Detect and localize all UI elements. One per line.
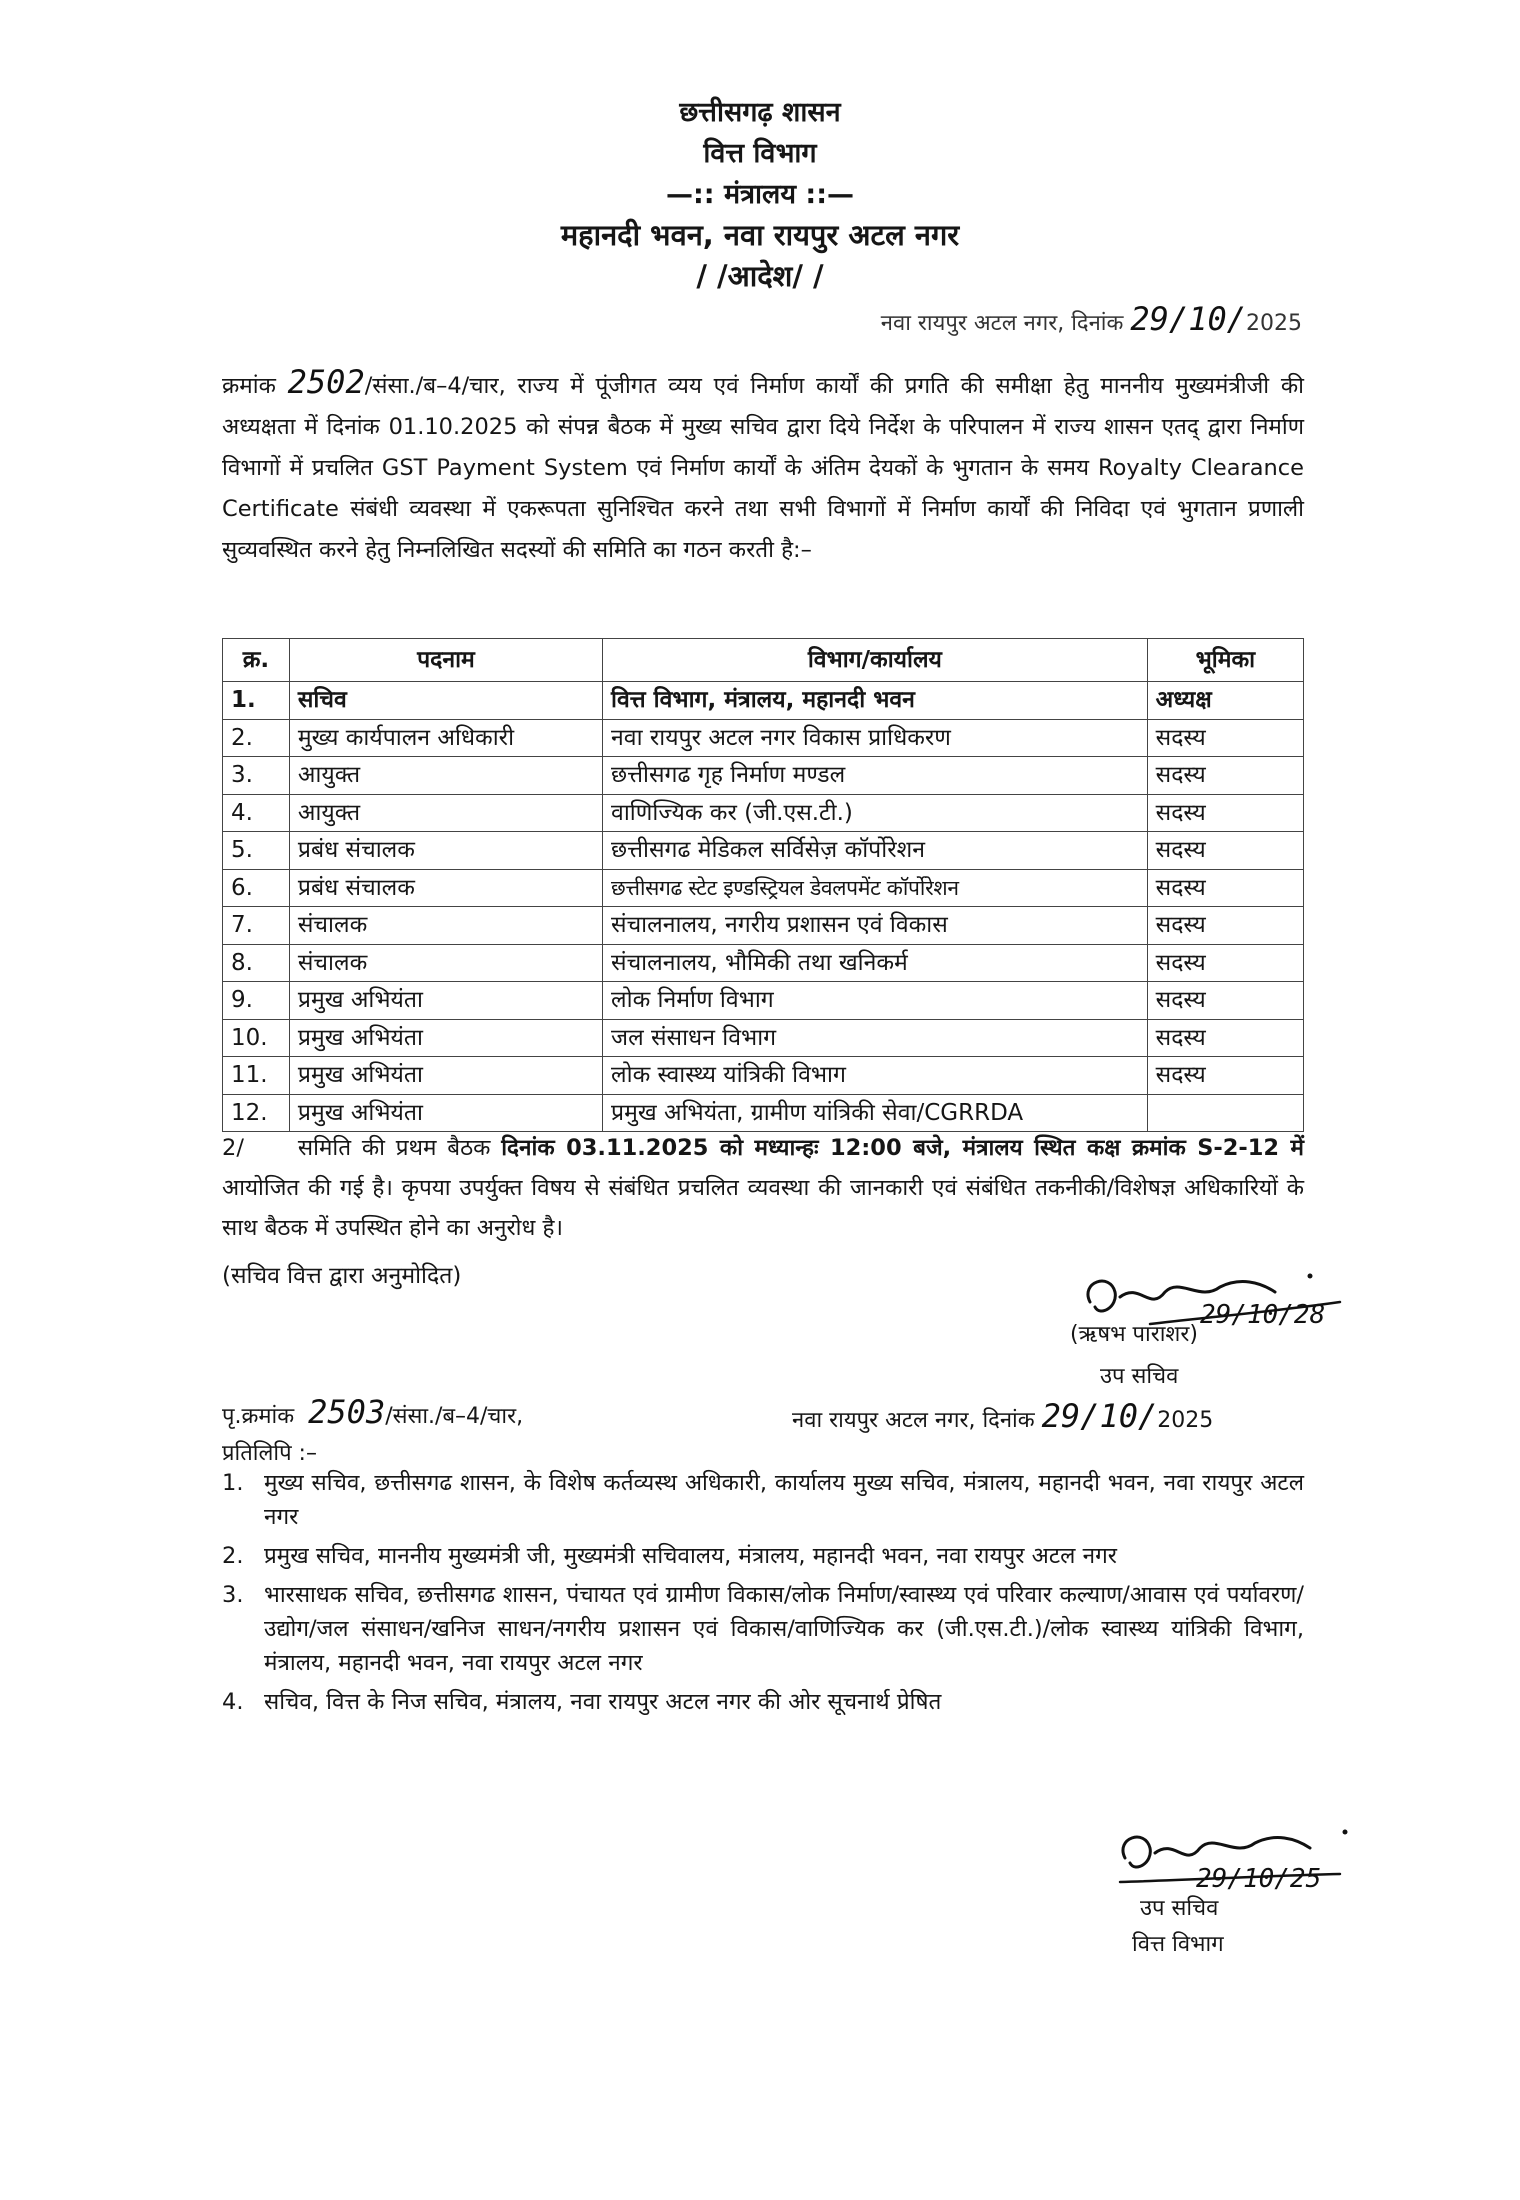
dateline <box>881 300 1302 338</box>
order-handwritten-number: 2502 <box>287 363 365 401</box>
cell-serial: 11. <box>223 1057 290 1095</box>
table-row <box>223 869 1304 907</box>
endorsement-year: 2025 <box>1157 1408 1214 1433</box>
list-item <box>222 1578 1304 1680</box>
cell-department: संचालनालय, नगरीय प्रशासन एवं विकास <box>603 907 1148 945</box>
cell-designation: संचालक <box>289 907 602 945</box>
cell-serial: 7. <box>223 907 290 945</box>
cell-designation: सचिव <box>289 682 602 720</box>
endorsement-handwritten-number: 2503 <box>308 1393 386 1431</box>
cell-department: नवा रायपुर अटल नगर विकास प्राधिकरण <box>603 719 1148 757</box>
cell-role <box>1147 1094 1303 1132</box>
list-item-number: 2. <box>222 1543 244 1569</box>
endorsement-place: नवा रायपुर अटल नगर, दिनांक <box>792 1408 1035 1433</box>
cell-role: सदस्य <box>1147 982 1303 1020</box>
cell-serial: 5. <box>223 832 290 870</box>
meeting-text-request: आयोजित की गई है। कृपया उपर्युक्त विषय से संबंधित प्रचलित व्यवस्था की जानकारी एवं संबंधित तकनीकी/विशेषज्ञ अधिकारियों के साथ बैठक में उपस्थित होने का अनुरोध है। <box>222 1175 1304 1241</box>
signature-date: 29/10/28 <box>1200 1300 1326 1330</box>
order-body: राज्य में पूंजीगत व्यय एवं निर्माण कार्यों की प्रगति की समीक्षा हेतु माननीय मुख्यमंत्रीजी की अध्यक्षता में दिनांक 01.10.2025 को संपन्न बैठक में मुख्य सचिव द्वारा दिये निर्देश के परिपालन में राज्य शासन एतद् द्वारा निर्माण विभागों में प्रचलित GST Payment System एवं निर्माण कार्यों के अंतिम देयकों के भुगतान के समय Royalty Clearance Certificate संबंधी व्यवस्था में एकरूपता सुनिश्चित करने तथा सभी विभागों में निर्माण कार्यों की निविदा एवं भुगतान प्रणाली सुव्यवस्थित करने हेतु निम्नलिखित सदस्यों की समिति का गठन करती है:– <box>222 373 1305 563</box>
order-paragraph <box>222 362 1304 571</box>
table-row <box>223 757 1304 795</box>
cell-department: जल संसाधन विभाग <box>603 1019 1148 1057</box>
cell-role: सदस्य <box>1147 832 1303 870</box>
cell-role: सदस्य <box>1147 1019 1303 1057</box>
signatory-designation: उप सचिव <box>1100 1364 1179 1389</box>
list-item-text: प्रमुख सचिव, माननीय मुख्यमंत्री जी, मुख्यमंत्री सचिवालय, मंत्रालय, महानदी भवन, नवा रायपुर अटल नगर <box>264 1543 1117 1569</box>
cell-serial: 12. <box>223 1094 290 1132</box>
list-item-number: 4. <box>222 1689 244 1715</box>
order-prefix: क्रमांक <box>222 373 276 399</box>
table-row <box>223 832 1304 870</box>
col-header-designation: पदनाम <box>289 639 602 682</box>
table-row <box>223 1057 1304 1095</box>
endorsement-number-line <box>222 1393 523 1431</box>
department-name: वित्त विभाग <box>703 138 817 169</box>
letterhead <box>0 92 1520 297</box>
cell-designation: प्रमुख अभियंता <box>289 1019 602 1057</box>
col-header-serial: क्र. <box>223 639 290 682</box>
col-header-department: विभाग/कार्यालय <box>603 639 1148 682</box>
cell-role: सदस्य <box>1147 719 1303 757</box>
table-row <box>223 1094 1304 1132</box>
cell-department: लोक निर्माण विभाग <box>603 982 1148 1020</box>
cell-serial: 6. <box>223 869 290 907</box>
dateline-place: नवा रायपुर अटल नगर, दिनांक <box>880 311 1124 336</box>
order-heading: / /आदेश/ / <box>696 259 824 293</box>
table-row <box>223 719 1304 757</box>
cell-designation: प्रमुख अभियंता <box>289 1057 602 1095</box>
cell-department: संचालनालय, भौमिकी तथा खनिकर्म <box>603 944 1148 982</box>
meeting-text-intro: समिति की प्रथम बैठक <box>297 1135 491 1161</box>
cell-serial: 3. <box>223 757 290 795</box>
list-item <box>222 1539 1304 1573</box>
list-item-number: 3. <box>222 1582 244 1608</box>
cell-designation: आयुक्त <box>289 757 602 795</box>
cell-serial: 8. <box>223 944 290 982</box>
signatory-2-designation: उप सचिव <box>1140 1896 1219 1921</box>
cell-department: प्रमुख अभियंता, ग्रामीण यांत्रिकी सेवा/CGRRDA <box>603 1094 1148 1132</box>
list-item <box>222 1466 1304 1534</box>
signatory-name: (ऋषभ पाराशर) <box>1070 1322 1198 1347</box>
cell-role: सदस्य <box>1147 1057 1303 1095</box>
cell-designation: प्रमुख अभियंता <box>289 1094 602 1132</box>
list-item-number: 1. <box>222 1470 244 1496</box>
government-name: छत्तीसगढ़ शासन <box>679 97 841 128</box>
list-item-text: मुख्य सचिव, छत्तीसगढ शासन, के विशेष कर्तव्यस्थ अधिकारी, कार्यालय मुख्य सचिव, मंत्रालय, महानदी भवन, नवा रायपुर अटल नगर <box>264 1470 1304 1530</box>
list-item <box>222 1685 1304 1719</box>
dateline-handwritten-date: 29/10/ <box>1130 300 1246 338</box>
cell-designation: प्रमुख अभियंता <box>289 982 602 1020</box>
list-item-text: भारसाधक सचिव, छत्तीसगढ शासन, पंचायत एवं ग्रामीण विकास/लोक निर्माण/स्वास्थ्य एवं परिवार कल्याण/आवास एवं पर्यावरण/उद्योग/जल संसाधन/खनिज साधन/नगरीय प्रशासन एवं विकास/वाणिज्यिक कर (जी.एस.टी.)/लोक स्वास्थ्य यांत्रिकी विभाग, मंत्रालय, महानदी भवन, नवा रायपुर अटल नगर <box>264 1582 1304 1676</box>
cell-role: सदस्य <box>1147 944 1303 982</box>
endorsement-prefix: पृ.क्रमांक <box>222 1404 295 1429</box>
cell-department: छत्तीसगढ स्टेट इण्डस्ट्रियल डेवलपमेंट कॉर्पोरेशन <box>603 869 1148 907</box>
table-header-row <box>223 639 1304 682</box>
signatory-2-department: वित्त विभाग <box>1132 1932 1224 1957</box>
cell-role: सदस्य <box>1147 907 1303 945</box>
cell-department: छत्तीसगढ मेडिकल सर्विसेज़ कॉर्पोरेशन <box>603 832 1148 870</box>
cell-department: लोक स्वास्थ्य यांत्रिकी विभाग <box>603 1057 1148 1095</box>
table-row <box>223 682 1304 720</box>
table-row <box>223 944 1304 982</box>
cell-role: सदस्य <box>1147 794 1303 832</box>
table-row <box>223 982 1304 1020</box>
order-ref: /संसा./ब–4/चार, <box>364 373 506 399</box>
cell-role: सदस्य <box>1147 869 1303 907</box>
endorsement-dateline <box>792 1397 1213 1435</box>
table-row <box>223 1019 1304 1057</box>
list-item-text: सचिव, वित्त के निज सचिव, मंत्रालय, नवा रायपुर अटल नगर की ओर सूचनार्थ प्रेषित <box>264 1689 942 1715</box>
cell-department: छत्तीसगढ गृह निर्माण मण्डल <box>603 757 1148 795</box>
dateline-year: 2025 <box>1246 311 1302 336</box>
endorsement-ref: /संसा./ब–4/चार, <box>385 1404 524 1429</box>
cell-role: अध्यक्ष <box>1147 682 1303 720</box>
cell-designation: संचालक <box>289 944 602 982</box>
cell-designation: प्रबंध संचालक <box>289 869 602 907</box>
cell-department: वित्त विभाग, मंत्रालय, महानदी भवन <box>603 682 1148 720</box>
cell-serial: 1. <box>223 682 290 720</box>
meeting-date-venue: दिनांक 03.11.2025 को मध्यान्हः 12:00 बजे, मंत्रालय स्थित कक्ष क्रमांक S-2-12 में <box>501 1135 1304 1161</box>
cell-department: वाणिज्यिक कर (जी.एस.टी.) <box>603 794 1148 832</box>
approval-note: (सचिव वित्त द्वारा अनुमोदित) <box>222 1263 462 1289</box>
cell-serial: 4. <box>223 794 290 832</box>
col-header-role: भूमिका <box>1147 639 1303 682</box>
cell-designation: मुख्य कार्यपालन अधिकारी <box>289 719 602 757</box>
meeting-number: 2/ <box>222 1135 244 1161</box>
cell-role: सदस्य <box>1147 757 1303 795</box>
cell-serial: 2. <box>223 719 290 757</box>
endorsement-handwritten-date: 29/10/ <box>1041 1397 1158 1435</box>
cell-serial: 10. <box>223 1019 290 1057</box>
cell-designation: आयुक्त <box>289 794 602 832</box>
copy-to-heading: प्रतिलिपि :– <box>222 1441 317 1466</box>
signature-2-date: 29/10/25 <box>1196 1864 1322 1894</box>
committee-table <box>222 638 1304 1132</box>
table-row <box>223 907 1304 945</box>
copy-list <box>222 1466 1304 1724</box>
ministry-name: —:: मंत्रालय ::— <box>666 179 854 210</box>
cell-serial: 9. <box>223 982 290 1020</box>
meeting-paragraph <box>222 1128 1304 1248</box>
cell-designation: प्रबंध संचालक <box>289 832 602 870</box>
table-row <box>223 794 1304 832</box>
building-address: महानदी भवन, नवा रायपुर अटल नगर <box>560 218 960 252</box>
